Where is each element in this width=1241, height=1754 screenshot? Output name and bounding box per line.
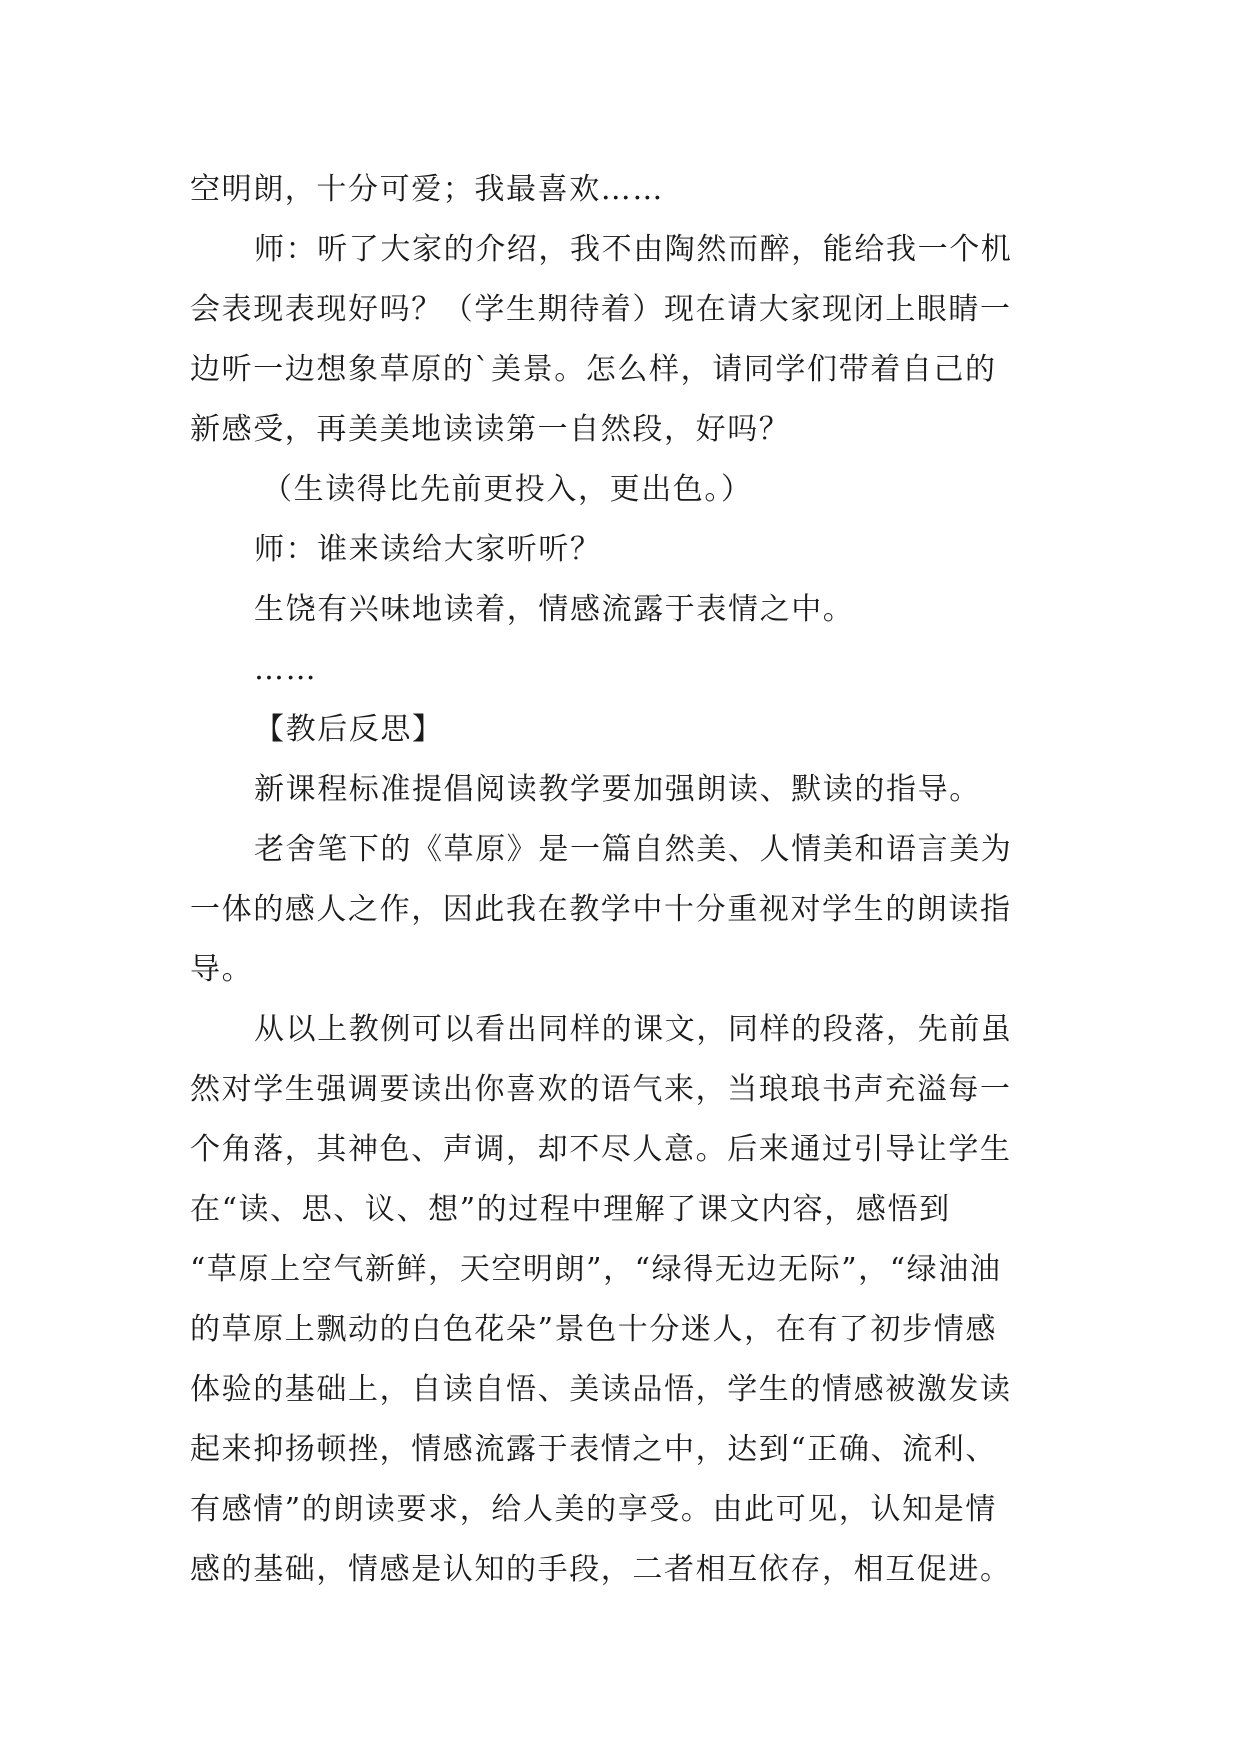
- text-line: 在“读、思、议、想”的过程中理解了课文内容，感悟到: [190, 1192, 951, 1227]
- section-heading: 【教后反思】: [254, 712, 444, 747]
- text-line: 老舍笔下的《草原》是一篇自然美、人情美和语言美为: [254, 832, 1013, 867]
- text-line: （生读得比先前更投入，更出色。）: [262, 472, 753, 507]
- text-line: 的草原上飘动的白色花朵”景色十分迷人，在有了初步情感: [190, 1312, 997, 1347]
- text-line: 导。: [190, 952, 254, 987]
- text-line: 然对学生强调要读出你喜欢的语气来，当琅琅书声充溢每一: [190, 1072, 1012, 1107]
- text-line: 一体的感人之作，因此我在教学中十分重视对学生的朗读指: [190, 892, 1012, 927]
- text-line: 新课程标准提倡阅读教学要加强朗读、默读的指导。: [254, 772, 981, 807]
- text-line: 新感受，再美美地读读第一自然段，好吗？: [190, 412, 791, 447]
- text-line: 边听一边想象草原的`美景。怎么样，请同学们带着自己的: [190, 352, 997, 387]
- text-line: 会表现表现好吗？（学生期待着）现在请大家现闭上眼睛一: [190, 292, 1012, 327]
- text-line: 空明朗，十分可爱；我最喜欢……: [190, 172, 664, 207]
- text-line: “草原上空气新鲜，天空明朗”，“绿得无边无际”，“绿油油: [190, 1252, 1002, 1287]
- text-line: 体验的基础上，自读自悟、美读品悟，学生的情感被激发读: [190, 1372, 1012, 1407]
- text-line: 师：听了大家的介绍，我不由陶然而醉，能给我一个机: [254, 232, 1013, 267]
- text-line: 个角落，其神色、声调，却不尽人意。后来通过引导让学生: [190, 1132, 1012, 1167]
- text-line: 生饶有兴味地读着，情感流露于表情之中。: [254, 592, 855, 627]
- text-line: 感的基础，情感是认知的手段，二者相互依存，相互促进。: [190, 1552, 1012, 1587]
- text-line: 从以上教例可以看出同样的课文，同样的段落，先前虽: [254, 1012, 1013, 1047]
- text-line: ……: [254, 652, 318, 687]
- text-line: 有感情”的朗读要求，给人美的享受。由此可见，认知是情: [190, 1492, 997, 1527]
- text-line: 起来抑扬顿挫，情感流露于表情之中，达到“正确、流利、: [190, 1432, 997, 1467]
- text-line: 师：谁来读给大家听听？: [254, 532, 602, 567]
- document-body: [190, 160, 1070, 1600]
